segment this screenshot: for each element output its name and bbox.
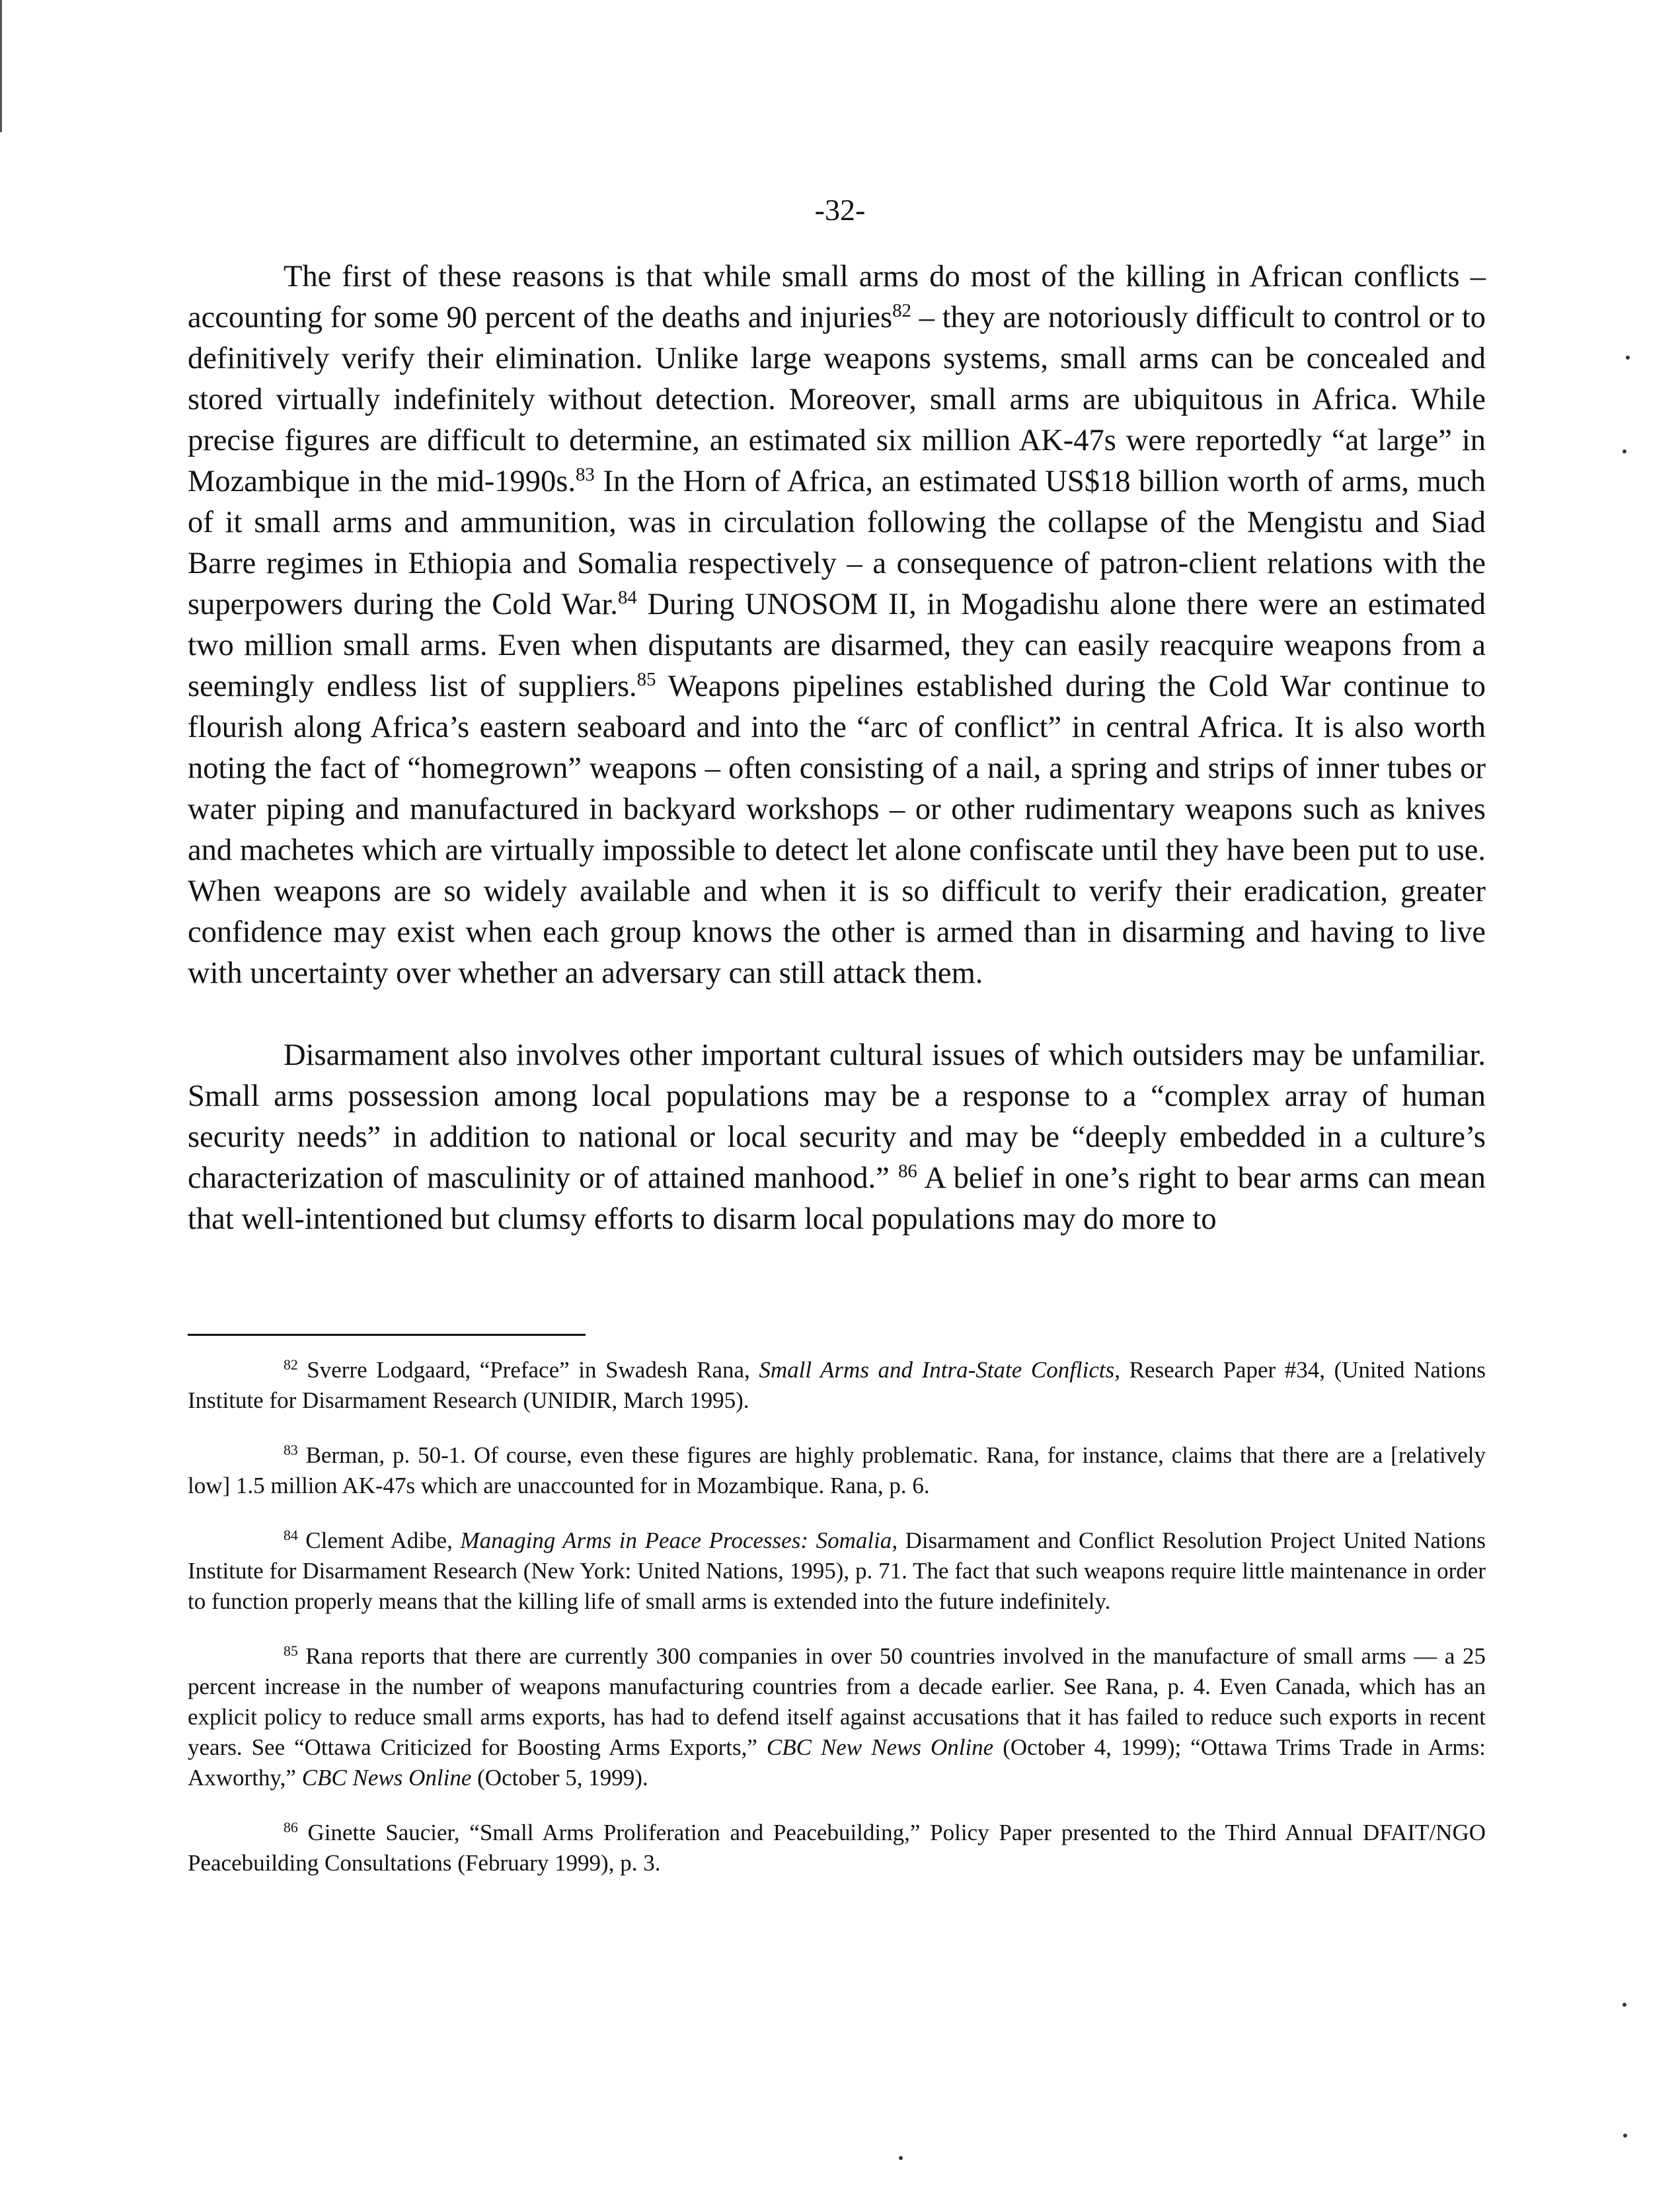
page-number: -32- (814, 193, 866, 227)
italic-title: Small Arms and Intra-State Conflicts (759, 1357, 1115, 1383)
scan-speck (1623, 2003, 1626, 2007)
scan-edge-line (0, 0, 2, 132)
footnote-marker: 84 (284, 1527, 298, 1544)
footnote-marker: 84 (617, 587, 637, 609)
footnote-83 (188, 1440, 1486, 1501)
text-run: (October 5, 1999). (471, 1765, 648, 1791)
text-run: Berman, p. 50-1. Of course, even these figures are highly problematic. Rana, for instance, claims that there are a [relatively low] 1.5 million AK-47s which are unaccounted for in Mozambique. Rana, p. 6. (188, 1442, 1486, 1498)
footnote-marker: 85 (636, 669, 656, 691)
footnote-separator (188, 1334, 586, 1336)
italic-title: CBC New News Online (766, 1734, 994, 1760)
scan-speck (1623, 2134, 1627, 2138)
body-text (188, 256, 1486, 1240)
text-run: – they are notoriously difficult to control or to definitively verify their elimination. Unlike large weapons systems, small arms can be concealed and stored virtually indefinitely without detection. Moreover, small arms are ubiquitous in Africa. While precise figures are difficult to determine, an estimated six million AK-47s were reportedly “at large” in Mozambique in the mid-1990s. (188, 301, 1486, 498)
scan-speck (899, 2156, 903, 2160)
footnotes (188, 1355, 1486, 1903)
footnote-85 (188, 1641, 1486, 1793)
text-run: Ginette Saucier, “Small Arms Proliferation and Peacebuilding,” Policy Paper presented to the Third Annual DFAIT/NGO Peacebuilding Consultations (February 1999), p. 3. (188, 1820, 1486, 1876)
footnote-84 (188, 1526, 1486, 1617)
footnote-marker: 83 (284, 1442, 298, 1459)
italic-title: Managing Arms in Peace Processes: Somalia (460, 1527, 892, 1553)
text-run: (October 4, 1999); “Ottawa Trims Trade in Arms: Axworthy,” (188, 1734, 1486, 1791)
footnote-marker: 82 (284, 1357, 298, 1373)
italic-title: CBC News Online (301, 1765, 472, 1791)
scan-speck (1623, 449, 1626, 453)
footnote-marker: 86 (284, 1820, 298, 1836)
footnote-marker: 82 (892, 300, 911, 322)
text-run: The first of these reasons is that while small arms do most of the killing in African conflicts – accounting for some 90 percent of the deaths and injuries (188, 260, 1486, 334)
text-run: Weapons pipelines established during the Cold War continue to flourish along Africa’s eastern seaboard and into the “arc of conflict” in central Africa. It is also worth noting the fact of “homegrown” weapons – often consisting of a nail, a spring and strips of inner tubes or water piping and manufactured in backyard workshops – or other rudimentary weapons such as knives and machetes which are virtually impossible to detect let alone confiscate until they have been put to use. When weapons are so widely available and when it is so difficult to verify their eradication, greater confidence may exist when each group knows the other is armed than in disarming and having to live with uncertainty over whether an adversary can still attack them. (188, 670, 1486, 990)
text-run: Rana reports that there are currently 300 companies in over 50 countries involved in the manufacture of small arms — a 25 percent increase in the number of weapons manufacturing countries from a decade earlier. See Rana, p. 4. Even Canada, which has an explicit policy to reduce small arms exports, has had to defend itself against accusations that it has failed to reduce such exports in recent years. See “Ottawa Criticized for Boosting Arms Exports,” (188, 1643, 1486, 1760)
paragraph-disarmament-culture (188, 1035, 1486, 1240)
text-run: A belief in one’s right to bear arms can mean that well-intentioned but clumsy efforts to disarm local populations may do more to (188, 1161, 1486, 1236)
text-run: During UNOSOM II, in Mogadishu alone there were an estimated two million small arms. Even when disputants are disarmed, they can easily reacquire weapons from a seemingly endless list of suppliers. (188, 588, 1486, 703)
paragraph-small-arms-reasons (188, 256, 1486, 994)
text-run: Clement Adibe, (297, 1527, 461, 1553)
footnote-marker: 83 (576, 464, 595, 486)
footnote-marker: 86 (897, 1161, 917, 1182)
text-run: In the Horn of Africa, an estimated US$18 billion worth of arms, much of it small arms and ammunition, was in circulation following the collapse of the Mengistu and Siad Barre regimes in Ethiopia and Somalia respectively – a consequence of patron-client relations with the superpowers during the Cold War. (188, 465, 1486, 621)
footnote-82 (188, 1355, 1486, 1416)
scan-speck (1626, 356, 1630, 360)
footnote-86 (188, 1818, 1486, 1878)
text-run: Sverre Lodgaard, “Preface” in Swadesh Rana, (297, 1357, 759, 1383)
text-run: Disarmament also involves other important cultural issues of which outsiders may be unfamiliar. Small arms possession among local populations may be a response to a “complex array of human security needs” in addition to national or local security and may be “deeply embedded in a culture’s characterization of masculinity or of attained manhood.” (188, 1038, 1486, 1195)
footnote-marker: 85 (284, 1643, 298, 1660)
text-run: , Research Paper #34, (United Nations Institute for Disarmament Research (UNIDIR, March 1995). (188, 1357, 1486, 1413)
text-run: , Disarmament and Conflict Resolution Project United Nations Institute for Disarmament Research (New York: United Nations, 1995), p. 71. The fact that such weapons require little maintenance in order to function properly means that the killing life of small arms is extended into the future indefinitely. (188, 1527, 1486, 1614)
